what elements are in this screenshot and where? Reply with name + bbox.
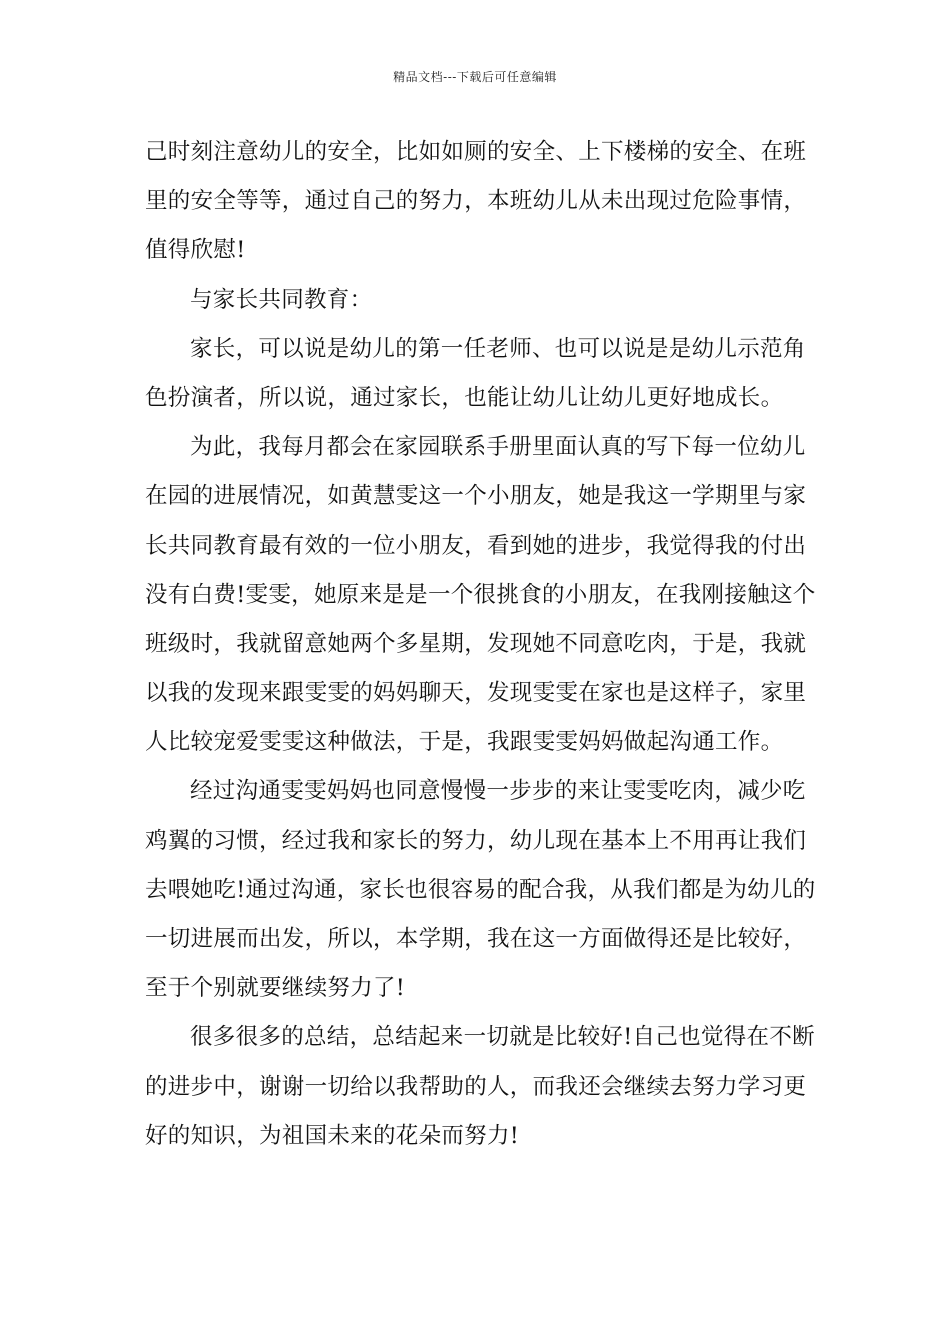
text-line: 长共同教育最有效的一位小朋友，看到她的进步，我觉得我的付出: [145, 532, 807, 559]
text-line: 至于个别就要继续努力了!: [145, 975, 406, 1002]
text-line: 没有白费!雯雯，她原来是是一个很挑食的小朋友，在我刚接触这个: [145, 581, 816, 608]
text-line: 以我的发现来跟雯雯的妈妈聊天，发现雯雯在家也是这样子，家里: [145, 680, 807, 707]
text-line: 人比较宠爱雯雯这种做法，于是，我跟雯雯妈妈做起沟通工作。: [145, 729, 784, 756]
text-line: 的进步中，谢谢一切给以我帮助的人，而我还会继续去努力学习更: [145, 1073, 807, 1100]
section-heading: 与家长共同教育：: [190, 286, 373, 313]
text-line: 家长，可以说是幼儿的第一任老师、也可以说是是幼儿示范角: [190, 335, 806, 362]
text-line: 好的知识，为祖国未来的花朵而努力!: [145, 1122, 520, 1149]
text-line: 值得欣慰!: [145, 237, 246, 264]
text-line: 去喂她吃!通过沟通，家长也很容易的配合我，从我们都是为幼儿的: [145, 876, 816, 903]
text-line: 里的安全等等，通过自己的努力，本班幼儿从未出现过危险事情，: [145, 188, 807, 215]
text-line: 己时刻注意幼儿的安全，比如如厕的安全、上下楼梯的安全、在班: [145, 139, 807, 165]
text-line: 鸡翼的习惯，经过我和家长的努力，幼儿现在基本上不用再让我们: [145, 827, 807, 854]
text-line: 在园的进展情况，如黄慧雯这一个小朋友，她是我这一学期里与家: [145, 483, 807, 510]
text-line: 一切进展而出发，所以，本学期，我在这一方面做得还是比较好，: [145, 926, 807, 952]
text-line: 很多很多的总结，总结起来一切就是比较好!自己也觉得在不断: [190, 1024, 815, 1051]
page-header: 精品文档---下载后可任意编辑: [393, 70, 557, 84]
text-line: 色扮演者，所以说，通过家长，也能让幼儿让幼儿更好地成长。: [145, 384, 784, 411]
text-line: 经过沟通雯雯妈妈也同意慢慢一步步的来让雯雯吃肉，减少吃: [190, 778, 806, 805]
text-line: 为此，我每月都会在家园联系手册里面认真的写下每一位幼儿: [190, 434, 806, 461]
body-text: [145, 128, 816, 1161]
text-line: 班级时，我就留意她两个多星期，发现她不同意吃肉，于是，我就: [145, 630, 807, 657]
